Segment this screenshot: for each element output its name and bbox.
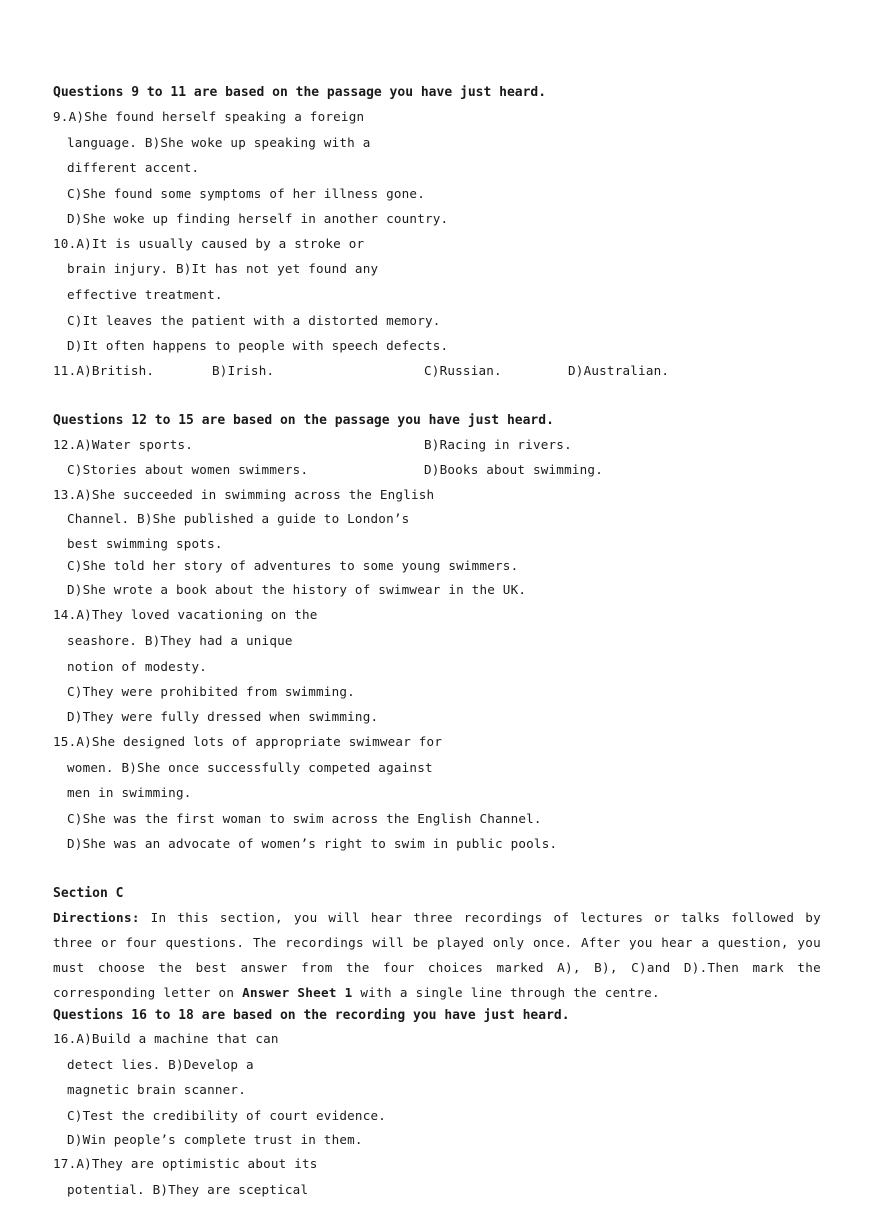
section-header-q9-11: Questions 9 to 11 are based on the passage you have just heard. (53, 85, 547, 100)
q12-option-c: C)Stories about women swimmers. (67, 462, 309, 477)
q11-option-a: 11.A)British. (53, 363, 155, 378)
q12-option-d: D)Books about swimming. (424, 462, 603, 477)
section-c-title: Section C (53, 886, 124, 901)
q16-option-d: D)Win people’s complete trust in them. (67, 1132, 363, 1147)
directions-text-2: with a single line through the centre. (352, 985, 660, 1000)
q12-option-a: 12.A)Water sports. (53, 437, 194, 452)
q16-option-c: C)Test the credibility of court evidence. (67, 1108, 387, 1123)
q15-line-3: men in swimming. (67, 785, 192, 800)
q13-line-3: best swimming spots. (67, 536, 223, 551)
q14-line-2: seashore. B)They had a unique (67, 633, 293, 648)
q14-line-1: 14.A)They loved vacationing on the (53, 607, 318, 622)
q13-option-d: D)She wrote a book about the history of swimwear in the UK. (67, 582, 527, 597)
q13-option-c: C)She told her story of adventures to some young swimmers. (67, 558, 519, 573)
q15-line-2: women. B)She once successfully competed against (67, 760, 433, 775)
q16-line-2: detect lies. B)Develop a (67, 1057, 254, 1072)
q16-line-1: 16.A)Build a machine that can (53, 1031, 279, 1046)
q14-option-c: C)They were prohibited from swimming. (67, 684, 355, 699)
q9-option-c: C)She found some symptoms of her illness gone. (67, 186, 425, 201)
directions-label: Directions: (53, 910, 140, 925)
q12-option-b: B)Racing in rivers. (424, 437, 572, 452)
q10-line-3: effective treatment. (67, 287, 223, 302)
section-header-q16-18: Questions 16 to 18 are based on the recording you have just heard. (53, 1008, 570, 1023)
q16-line-3: magnetic brain scanner. (67, 1082, 246, 1097)
directions-text-1: In this section, you will hear three recordings of lectures or talks followed by three or four questions. The recordings will be played only once. After you hear a question, you must choose the best answer from the four choices marked A), B), C)and D).Then mark the corresponding letter on (53, 910, 821, 1000)
q9-line-1: 9.A)She found herself speaking a foreign (53, 109, 365, 124)
q14-line-3: notion of modesty. (67, 659, 208, 674)
q9-option-d: D)She woke up finding herself in another country. (67, 211, 449, 226)
q11-option-c: C)Russian. (424, 363, 502, 378)
q10-line-2: brain injury. B)It has not yet found any (67, 261, 379, 276)
section-header-q12-15: Questions 12 to 15 are based on the passage you have just heard. (53, 413, 554, 428)
q10-option-c: C)It leaves the patient with a distorted memory. (67, 313, 441, 328)
q9-line-3: different accent. (67, 160, 200, 175)
q15-option-d: D)She was an advocate of women’s right to swim in public pools. (67, 836, 558, 851)
q11-option-b: B)Irish. (212, 363, 275, 378)
q10-line-1: 10.A)It is usually caused by a stroke or (53, 236, 365, 251)
q11-option-d: D)Australian. (568, 363, 670, 378)
q13-line-1: 13.A)She succeeded in swimming across the English (53, 487, 435, 502)
q17-line-2: potential. B)They are sceptical (67, 1182, 309, 1197)
answer-sheet-label: Answer Sheet 1 (242, 985, 353, 1000)
q9-line-2: language. B)She woke up speaking with a (67, 135, 371, 150)
section-c-directions (53, 905, 821, 1005)
q10-option-d: D)It often happens to people with speech defects. (67, 338, 449, 353)
q15-option-c: C)She was the first woman to swim across the English Channel. (67, 811, 542, 826)
q13-line-2: Channel. B)She published a guide to London’s (67, 511, 410, 526)
q15-line-1: 15.A)She designed lots of appropriate swimwear for (53, 734, 443, 749)
q14-option-d: D)They were fully dressed when swimming. (67, 709, 379, 724)
q17-line-1: 17.A)They are optimistic about its (53, 1156, 318, 1171)
